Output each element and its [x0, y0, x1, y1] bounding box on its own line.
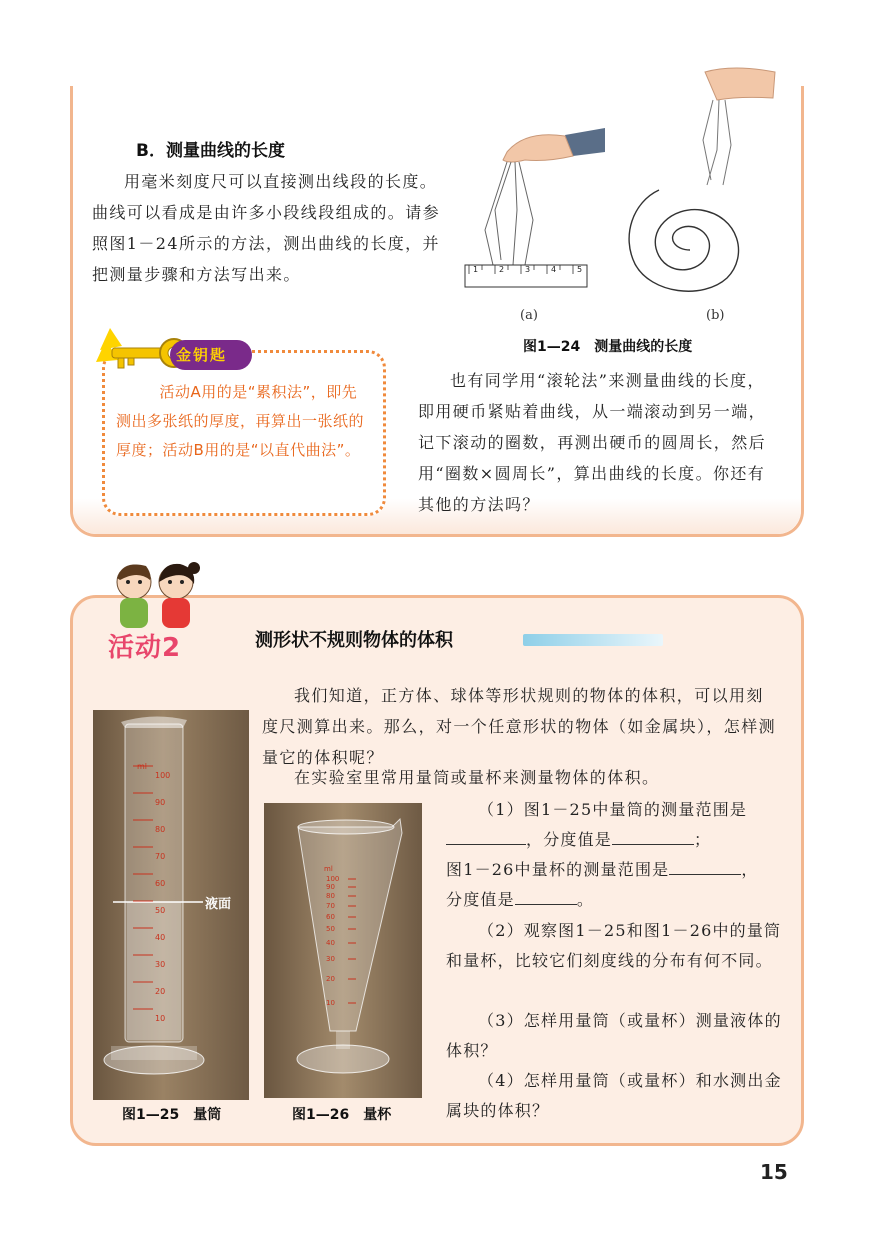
question-4: （4）怎样用量筒（或量杯）和水测出金属块的体积？ [446, 1071, 782, 1120]
figure-label-b: (b) [706, 308, 725, 323]
activity2-intro: 我们知道，正方体、球体等形状规则的物体的体积，可以用刻度尺测算出来。那么，对一个任意形状的物体（如金属块），怎样测量它的体积呢？ [262, 686, 777, 767]
golden-key-badge: 金钥匙 [170, 340, 252, 370]
cup-unit: ml [324, 865, 333, 873]
figure-label-a: (a) [520, 308, 538, 323]
section-b-paragraph: 用毫米刻度尺可以直接测出线段的长度。曲线可以看成是由许多小段线段组成的。请参照图1－24所示的方法，测出曲线的长度，并把测量步骤和方法写出来。 [92, 172, 441, 284]
cylinder-scale: 100 90 80 70 60 50 40 30 20 10 [155, 771, 171, 1023]
answer-blank-division-cylinder[interactable] [612, 830, 694, 845]
page-number: 15 [760, 1160, 788, 1184]
question-2: （2）观察图1－25和图1－26中的量筒和量杯，比较它们刻度线的分布有何不同。 [446, 921, 782, 970]
liquid-surface-label: 液面 [205, 897, 232, 912]
spiral-curve [629, 190, 738, 291]
children-mascot-icon [100, 556, 210, 631]
golden-key-text: 活动A用的是“累积法”，即先测出多张纸的厚度，再算出一张纸的厚度；活动B用的是“以直代曲法”。 [116, 383, 365, 459]
activity2-subtitle: 测形状不规则物体的体积 [255, 630, 453, 651]
figure-1-24-illustration [455, 60, 785, 330]
hand-a-icon [503, 128, 605, 162]
figure-1-25-caption: 图1—25 量筒 [122, 1107, 222, 1123]
cylinder-unit: ml [137, 762, 148, 771]
measuring-cup-photo: ml 100 90 80 70 60 50 40 30 20 10 [264, 803, 422, 1098]
activity2-title: 活动2 [108, 633, 182, 663]
activity2-lab-sentence: 在实验室里常用量筒或量杯来测量物体的体积。 [294, 768, 660, 787]
title-decoration-bar [523, 634, 663, 646]
question-1: （1）图1－25中量筒的测量范围是，分度值是 ； 图1－26中量杯的测量范围是 ， 分度值是 。 [446, 800, 759, 909]
rolling-method-paragraph: 也有同学用“滚轮法”来测量曲线的长度，即用硬币紧贴着曲线，从一端滚动到另一端，记下滚动的圈数，再测出硬币的圆周长，然后用“圈数×圆周长”，算出曲线的长度。你还有其他的方法吗？ [418, 371, 767, 514]
question-3: （3）怎样用量筒（或量杯）测量液体的体积？ [446, 1011, 782, 1060]
answer-blank-range-cylinder[interactable] [446, 830, 526, 845]
figure-1-26-caption: 图1—26 量杯 [292, 1107, 392, 1123]
answer-blank-division-beaker[interactable] [515, 890, 577, 905]
graduated-cylinder-photo [93, 710, 249, 1100]
hand-b-icon [705, 68, 775, 100]
answer-blank-range-beaker[interactable] [669, 860, 741, 875]
section-b-heading: B．测量曲线的长度 [136, 141, 285, 161]
figure-1-24-caption: 图1—24 测量曲线的长度 [523, 339, 693, 355]
